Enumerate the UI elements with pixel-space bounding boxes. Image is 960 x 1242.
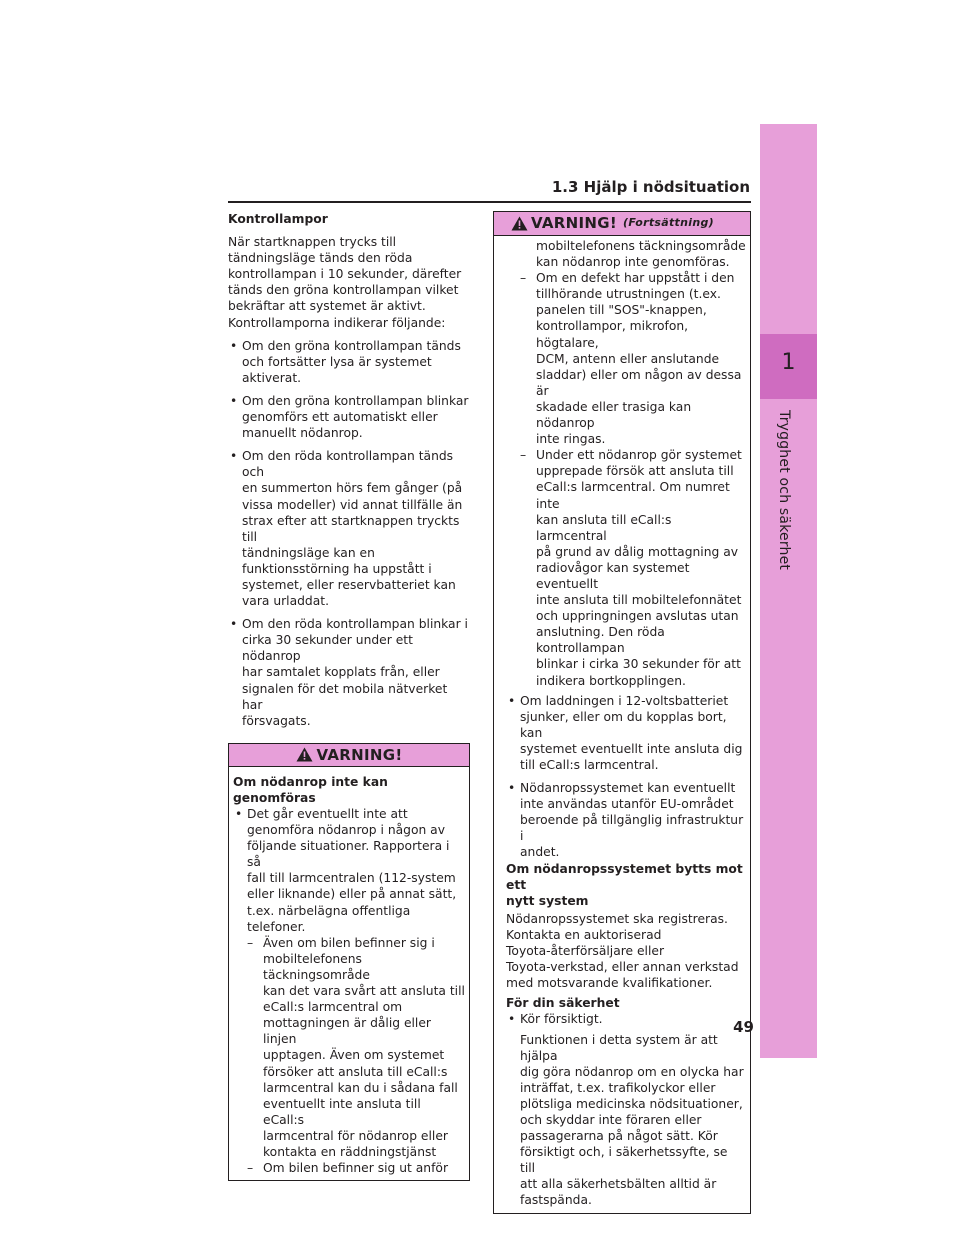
continued-text <box>506 238 746 270</box>
text-line: Om den röda kontrollampan blinkar i <box>242 617 468 632</box>
chapter-number: 1 <box>781 350 796 375</box>
text-line: kan nödanrop inte genomföras. <box>536 255 730 270</box>
text-line: Nödanropssystemet kan eventuellt <box>520 781 736 796</box>
text-line: eller liknande) eller på annat sätt, <box>247 887 457 902</box>
text-line: strax efter att startknappen tryckts till <box>242 513 460 544</box>
text-line: till eCall:s larmcentral. <box>520 758 659 772</box>
text-line: fastspända. <box>520 1193 592 1208</box>
text-line: andet. <box>520 845 560 860</box>
text-line: genomförs ett automatiskt eller <box>242 410 438 425</box>
bullet-item <box>228 393 470 441</box>
text-line: aktiverat. <box>242 370 302 385</box>
text-line: plötsliga medicinska nödsituationer, <box>520 1096 743 1111</box>
text-line: larmcentral kan du i sådana fall <box>263 1080 458 1095</box>
warning-continued-label: (Fortsättning) <box>623 216 714 230</box>
text-line: kontakta en räddningstjänst <box>263 1144 437 1159</box>
warning-box <box>228 743 470 1181</box>
text-line: nytt system <box>506 893 589 908</box>
text-line: anslutning. Den röda kontrollampan <box>536 625 665 656</box>
text-line: vara urladdat. <box>242 594 329 609</box>
warning-subheading: Om nödanrop inte kan genomföras <box>233 774 388 805</box>
text-line: panelen till "SOS"-knappen, <box>536 303 707 318</box>
dash-item <box>233 935 465 1160</box>
safety-paragraph <box>506 1032 746 1209</box>
bullet-item <box>228 338 470 386</box>
text-line: beroende på tillgänglig infrastruktur i <box>520 813 744 844</box>
text-line: manuellt nödanrop. <box>242 426 363 441</box>
text-line: försiktigt och, i säkerhetssyfte, se till <box>520 1145 728 1176</box>
text-line: Om nödanropssystemet bytts mot ett <box>506 861 743 892</box>
text-line: kan det vara svårt att ansluta till <box>263 984 465 999</box>
text-line: Kontakta en auktoriserad <box>506 927 662 942</box>
intro-paragraph <box>228 234 470 331</box>
text-line: tändningsläge tänds den röda <box>228 251 413 266</box>
text-line: Funktionen i detta system är att hjälpa <box>520 1032 718 1063</box>
text-line: har samtalet kopplats från, eller <box>242 665 440 680</box>
left-column <box>228 211 470 1181</box>
text-line: eventuellt inte ansluta till eCall:s <box>263 1096 421 1127</box>
header-rule <box>228 201 751 203</box>
text-line: inte ringas. <box>536 432 606 447</box>
replacement-heading <box>506 861 746 909</box>
text-line: mobiltelefonens täckningsområde <box>536 239 746 253</box>
safety-heading: För din säkerhet <box>506 996 620 1011</box>
text-line: Om den röda kontrollampan tänds och <box>242 449 454 480</box>
text-line: Om den gröna kontrollampan blinkar <box>242 393 469 408</box>
text-line: funktionsstörning ha uppstått i <box>242 561 432 576</box>
text-line: försvagats. <box>242 713 311 728</box>
text-line: DCM, antenn eller anslutande <box>536 351 720 366</box>
text-line: kontrollampan i 10 sekunder, därefter <box>228 267 462 282</box>
text-line: bekräftar att systemet är aktivt. <box>228 299 426 314</box>
text-line: försöker att ansluta till eCall:s <box>263 1064 448 1079</box>
text-line: Kontrollamporna indikerar följande: <box>228 315 446 330</box>
bullet-item <box>233 806 465 935</box>
bullet-item <box>506 693 746 773</box>
text-line: inte användas utanför EU-området <box>520 797 734 812</box>
text-line: Under ett nödanrop gör systemet <box>536 448 742 463</box>
warning-triangle-icon <box>511 216 528 231</box>
warning-triangle-icon <box>296 747 313 762</box>
text-line: och skyddar inte föraren eller <box>520 1112 702 1127</box>
text-line: systemet, eller reservbatteriet kan <box>242 577 456 592</box>
warning-title: VARNING! <box>316 745 403 764</box>
dash-item <box>506 270 746 447</box>
text-line: Om en defekt har uppstått i den <box>536 271 735 286</box>
text-line: med motsvarande kvalifikationer. <box>506 976 713 991</box>
text-line: Toyota-verkstad, eller annan verkstad <box>506 960 739 975</box>
text-line: inte ansluta till mobiltelefonnätet <box>536 593 742 608</box>
text-line: sladdar) eller om någon av dessa är <box>536 367 742 398</box>
text-line: kontrollampor, mikrofon, högtalare, <box>536 319 689 350</box>
text-line: larmcentral för nödanrop eller <box>263 1128 448 1143</box>
warning-body <box>494 236 750 1213</box>
text-line: blinkar i cirka 30 sekunder för att <box>536 657 741 672</box>
text-line: följande situationer. Rapportera i så <box>247 839 450 870</box>
text-line: inträffat, t.ex. trafikolyckor eller <box>520 1080 716 1095</box>
text-line: tänds den gröna kontrollampan vilket <box>228 283 459 298</box>
text-line: upprepade försök att ansluta till <box>536 464 734 479</box>
warning-body <box>229 767 469 1180</box>
dash-item <box>233 1160 465 1176</box>
text-line: genomföra nödanrop i någon av <box>247 823 445 838</box>
kontrollampor-heading: Kontrollampor <box>228 212 328 226</box>
text-line: tillhörande utrustningen (t.ex. <box>536 287 721 302</box>
text-line: Nödanropssystemet ska registreras. <box>506 911 728 926</box>
text-line: Även om bilen befinner sig i <box>263 935 435 950</box>
text-line: eCall:s larmcentral. Om numret inte <box>536 480 730 511</box>
text-line: tändningsläge kan en <box>242 545 375 560</box>
text-line: cirka 30 sekunder under ett nödanrop <box>242 633 413 664</box>
section-header: 1.3 Hjälp i nödsituation <box>551 178 750 196</box>
bullet-item <box>506 780 746 860</box>
text-line: signalen för det mobila nätverket har <box>242 681 448 712</box>
text-line: radiovågor kan systemet eventuellt <box>536 560 690 591</box>
text-line: Om den gröna kontrollampan tänds <box>242 338 461 353</box>
right-column <box>493 211 751 1214</box>
text-line: sjunker, eller om du kopplas bort, kan <box>520 709 727 740</box>
page-number: 49 <box>733 1018 754 1036</box>
text-line: När startknappen trycks till <box>228 235 397 250</box>
text-line: mottagningen är dålig eller linjen <box>263 1016 431 1047</box>
replacement-paragraph <box>506 911 746 991</box>
text-line: skadade eller trasiga kan nödanrop <box>536 399 692 431</box>
text-line: upptagen. Även om systemet <box>263 1048 445 1063</box>
text-line: indikera bortkopplingen. <box>536 673 686 688</box>
bullet-item <box>228 448 470 609</box>
text-line: vissa modeller) vid annat tillfälle än <box>242 497 463 512</box>
text-line: att alla säkerhetsbälten alltid är <box>520 1177 717 1192</box>
text-line: Om laddningen i 12-voltsbatteriet <box>520 693 729 708</box>
text-line: passagerarna på något sätt. Kör <box>520 1129 718 1144</box>
warning-header <box>494 212 750 236</box>
warning-title: VARNING! <box>531 214 617 233</box>
text-line: Det går eventuellt inte att <box>247 807 408 821</box>
bullet-item <box>228 616 470 729</box>
text-line: en summerton hörs fem gånger (på <box>242 481 463 496</box>
text-line: och uppringningen avslutas utan <box>536 609 739 624</box>
text-line: fall till larmcentralen (112-system <box>247 871 456 886</box>
chapter-label: Trygghet och säkerhet <box>776 410 792 571</box>
text-line: mobiltelefonens täckningsområde <box>263 951 370 982</box>
text-line: dig göra nödanrop om en olycka har <box>520 1064 744 1079</box>
text-line: systemet eventuellt inte ansluta dig <box>520 741 743 756</box>
text-line: t.ex. närbelägna offentliga telefoner. <box>247 903 411 934</box>
text-line: Toyota-återförsäljare eller <box>506 944 665 959</box>
text-line: Om bilen befinner sig ut anför <box>263 1161 449 1176</box>
bullet-item: • Kör försiktigt. <box>506 1011 746 1027</box>
warning-box-continued <box>493 211 751 1214</box>
warning-header <box>229 744 469 767</box>
chapter-side-tab <box>760 124 817 1058</box>
text-line: kan ansluta till eCall:s larmcentral <box>536 512 672 543</box>
text-line: och fortsätter lysa är systemet <box>242 354 432 369</box>
text-line: eCall:s larmcentral om <box>263 1000 403 1015</box>
text-line: på grund av dålig mottagning av <box>536 544 739 559</box>
dash-item <box>506 447 746 688</box>
